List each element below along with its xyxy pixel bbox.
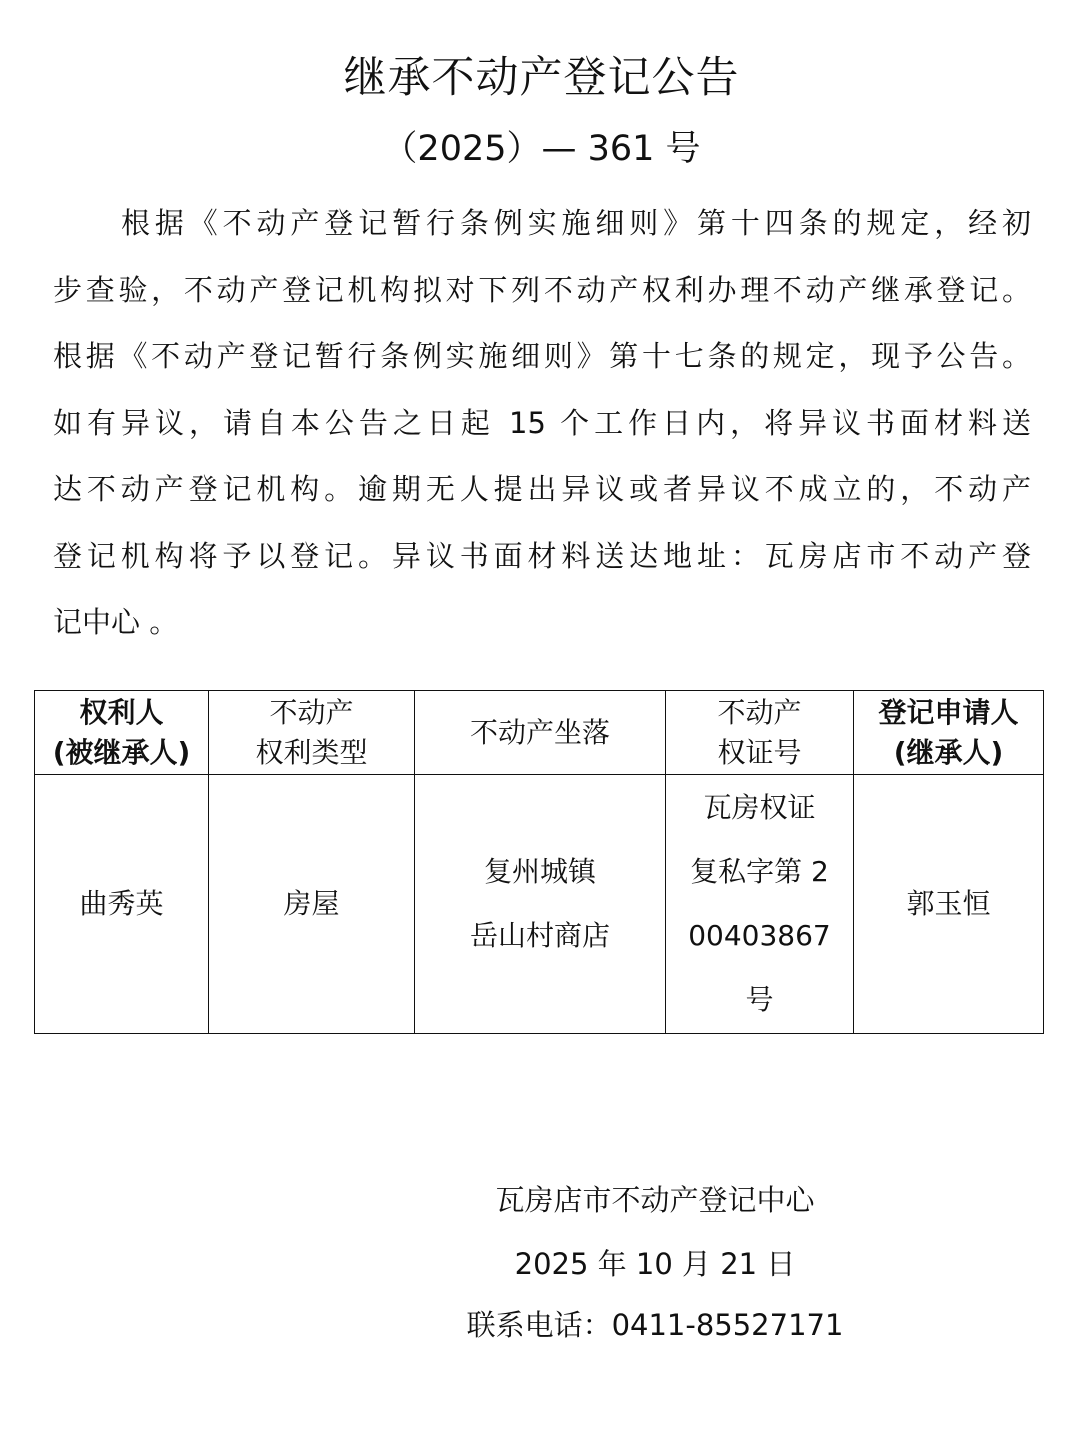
cell-location: 复州城镇 岳山村商店 bbox=[415, 775, 666, 1034]
notice-body bbox=[53, 190, 1031, 656]
header-right-holder: 权利人 (被继承人) bbox=[35, 691, 209, 775]
table-header-row bbox=[35, 691, 1044, 775]
registration-table bbox=[34, 690, 1044, 1034]
body-line: 如有异议，请自本公告之日起 15 个工作日内，将异议书面材料送 bbox=[53, 405, 1031, 440]
table-row bbox=[35, 775, 1044, 1034]
signature-org: 瓦房店市不动产登记中心 bbox=[495, 1183, 815, 1217]
signature-date: 2025 年 10 月 21 日 bbox=[514, 1247, 796, 1281]
header-right-type: 不动产 权利类型 bbox=[209, 691, 415, 775]
body-line: 步查验，不动产登记机构拟对下列不动产权利办理不动产继承登记。 bbox=[53, 272, 1031, 307]
cell-applicant: 郭玉恒 bbox=[854, 775, 1044, 1034]
body-line: 记中心 。 bbox=[53, 605, 179, 639]
cell-right-holder: 曲秀英 bbox=[35, 775, 209, 1034]
contact-phone: 联系电话：0411-85527171 bbox=[466, 1308, 844, 1342]
body-line: 根据《不动产登记暂行条例实施细则》第十七条的规定，现予公告。 bbox=[53, 339, 1031, 373]
cell-certificate-number: 瓦房权证 复私字第 2 00403867 号 bbox=[666, 775, 854, 1034]
header-applicant: 登记申请人 (继承人) bbox=[854, 691, 1044, 775]
notice-title: 继承不动产登记公告 bbox=[343, 53, 740, 103]
body-line: 登记机构将予以登记。异议书面材料送达地址：瓦房店市不动产登 bbox=[53, 538, 1031, 573]
body-line: 达不动产登记机构。逾期无人提出异议或者异议不成立的，不动产 bbox=[53, 472, 1031, 506]
cell-right-type: 房屋 bbox=[209, 775, 415, 1034]
notice-number: （2025）— 361 号 bbox=[382, 129, 701, 169]
header-certificate-number: 不动产 权证号 bbox=[666, 691, 854, 775]
body-line: 根据《不动产登记暂行条例实施细则》第十四条的规定，经初 bbox=[121, 206, 1031, 240]
header-location: 不动产坐落 bbox=[415, 691, 666, 775]
